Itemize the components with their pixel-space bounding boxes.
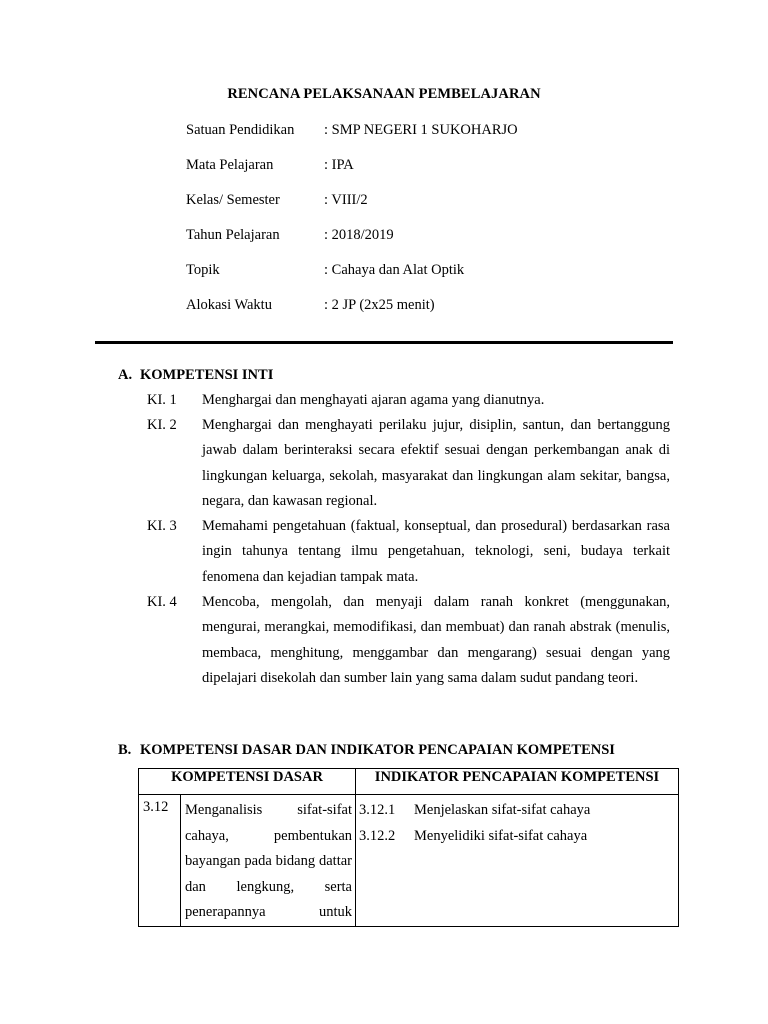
- ki-number: KI. 1: [147, 392, 177, 408]
- identity-label: Mata Pelajaran: [186, 157, 274, 173]
- header-kompetensi-dasar: KOMPETENSI DASAR: [139, 769, 356, 795]
- indicator-code: 3.12.1: [359, 802, 396, 818]
- header-indikator: INDIKATOR PENCAPAIAN KOMPETENSI: [356, 769, 679, 795]
- section-a-heading: [118, 367, 273, 384]
- section-title: KOMPETENSI DASAR DAN INDIKATOR PENCAPAIAN KOMPETENSI: [140, 742, 615, 758]
- ki-item-4: [147, 590, 670, 691]
- identity-row-topic: [186, 262, 518, 297]
- ki-item-2: [147, 413, 670, 514]
- identity-row-class: [186, 192, 518, 227]
- identity-row-time: [186, 297, 518, 332]
- section-title: KOMPETENSI INTI: [140, 367, 274, 383]
- kd-number: 3.12: [139, 795, 181, 927]
- identity-value: : Cahaya dan Alat Optik: [324, 262, 465, 278]
- section-b-heading: [118, 742, 615, 759]
- identity-label: Topik: [186, 262, 220, 278]
- horizontal-divider: [95, 341, 673, 344]
- identity-row-year: [186, 227, 518, 262]
- section-letter: A.: [118, 367, 133, 383]
- ki-number: KI. 3: [147, 518, 177, 534]
- indicator-text: Menyelidiki sifat-sifat cahaya: [414, 827, 588, 844]
- identity-table: [186, 122, 518, 332]
- ki-text: Mencoba, mengolah, dan menyaji dalam ranah konkret (menggunakan, mengurai, merangkai, memodifikasi, dan membuat) dan ranah abstrak (menulis, membaca, menghitung, menggambar dan mengarang) sesuai dengan yang dipelajari disekolah dan sumber lain yang sama dalam sudut pandang teori.: [202, 594, 670, 686]
- table-header-row: [139, 769, 679, 795]
- ki-item-1: [147, 388, 670, 413]
- section-letter: B.: [118, 742, 132, 758]
- identity-label: Kelas/ Semester: [186, 192, 280, 208]
- ki-text: Menghargai dan menghayati perilaku jujur, disiplin, santun, dan bertanggung jawab dalam berinteraksi secara efektif sesuai dengan perkembangan anak di lingkungan keluarga, sekolah, masyarakat dan lingkungan alam sekitar, bangsa, negara, dan kawasan regional.: [202, 417, 670, 509]
- identity-row-subject: [186, 157, 518, 192]
- identity-label: Satuan Pendidikan: [186, 122, 295, 138]
- document-title: RENCANA PELAKSANAAN PEMBELAJARAN: [227, 86, 541, 102]
- ki-number: KI. 4: [147, 594, 177, 610]
- identity-label: Tahun Pelajaran: [186, 227, 280, 243]
- identity-value: : 2018/2019: [324, 227, 394, 243]
- indicator-item: [356, 824, 678, 850]
- indicator-code: 3.12.2: [359, 827, 396, 844]
- indicator-item: [356, 798, 678, 824]
- kd-indicator-table: [138, 768, 679, 927]
- indicator-cell: [356, 795, 679, 927]
- ki-item-3: [147, 514, 670, 590]
- identity-value: : SMP NEGERI 1 SUKOHARJO: [324, 122, 518, 138]
- ki-text: Menghargai dan menghayati ajaran agama yang dianutnya.: [202, 392, 545, 408]
- ki-number: KI. 2: [147, 417, 177, 433]
- kd-cell: [181, 795, 356, 927]
- table-row: [139, 795, 679, 927]
- identity-value: : VIII/2: [324, 192, 368, 208]
- identity-value: : IPA: [324, 157, 354, 173]
- identity-label: Alokasi Waktu: [186, 297, 272, 313]
- ki-text: Memahami pengetahuan (faktual, konseptual, dan prosedural) berdasarkan rasa ingin tahunya tentang ilmu pengetahuan, teknologi, seni, budaya terkait fenomena dan kejadian tampak mata.: [202, 518, 670, 585]
- identity-row-school: [186, 122, 518, 157]
- kd-text: Menganalisis sifat-sifat cahaya, pembentukan bayangan pada bidang dattar dan lengkung, serta penerapannya untuk: [185, 802, 352, 920]
- identity-value: : 2 JP (2x25 menit): [324, 297, 435, 313]
- indicator-text: Menjelaskan sifat-sifat cahaya: [414, 802, 591, 818]
